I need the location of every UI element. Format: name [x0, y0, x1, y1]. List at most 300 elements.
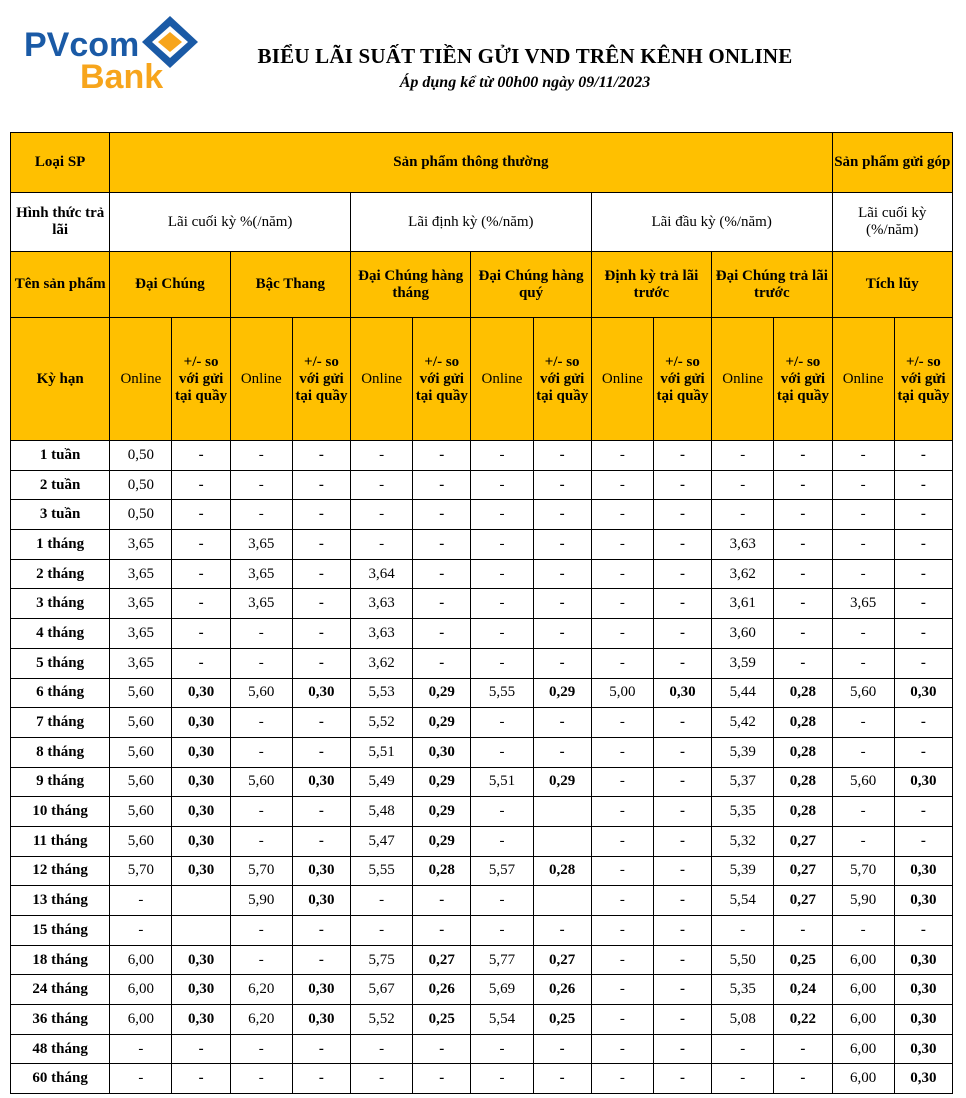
- page-title: BIỂU LÃI SUẤT TIỀN GỬI VND TRÊN KÊNH ONLINE: [257, 44, 793, 68]
- rate-diff-cell: 0,26: [533, 975, 591, 1005]
- rate-diff-cell: 0,27: [774, 826, 832, 856]
- term-cell: 2 tuần: [11, 470, 110, 500]
- rate-diff-cell: -: [653, 1005, 711, 1035]
- rate-diff-cell: -: [172, 589, 230, 619]
- rate-diff-cell: -: [292, 708, 350, 738]
- online-rate-cell: -: [591, 708, 653, 738]
- online-rate-cell: 6,00: [832, 945, 894, 975]
- rate-diff-cell: 0,30: [894, 975, 952, 1005]
- online-rate-cell: -: [591, 559, 653, 589]
- svg-text:PVcom: PVcom: [24, 26, 140, 64]
- rate-diff-cell: -: [774, 441, 832, 471]
- rate-diff-cell: 0,30: [292, 975, 350, 1005]
- column-diff-vs-counter: +/- so với gửi tại quầy: [653, 318, 711, 441]
- table-row: [11, 648, 953, 678]
- term-cell: 48 tháng: [11, 1034, 110, 1064]
- column-online: Online: [591, 318, 653, 441]
- online-rate-cell: 3,60: [712, 619, 774, 649]
- table-row: [11, 559, 953, 589]
- rate-diff-cell: 0,27: [533, 945, 591, 975]
- online-rate-cell: -: [832, 826, 894, 856]
- rate-diff-cell: -: [653, 589, 711, 619]
- online-rate-cell: -: [591, 826, 653, 856]
- rate-diff-cell: -: [172, 530, 230, 560]
- rate-diff-cell: -: [653, 470, 711, 500]
- rate-diff-cell: -: [533, 559, 591, 589]
- online-rate-cell: 5,90: [832, 886, 894, 916]
- rate-diff-cell: -: [533, 441, 591, 471]
- online-rate-cell: -: [230, 708, 292, 738]
- rate-diff-cell: 0,30: [894, 678, 952, 708]
- online-rate-cell: 5,53: [351, 678, 413, 708]
- rate-diff-cell: -: [533, 619, 591, 649]
- rate-diff-cell: 0,30: [172, 856, 230, 886]
- rate-diff-cell: 0,29: [413, 826, 471, 856]
- rate-diff-cell: -: [653, 619, 711, 649]
- online-rate-cell: -: [471, 797, 533, 827]
- rate-diff-cell: -: [292, 1064, 350, 1094]
- online-rate-cell: -: [712, 500, 774, 530]
- online-rate-cell: -: [832, 797, 894, 827]
- rate-diff-cell: -: [653, 559, 711, 589]
- rate-diff-cell: -: [413, 916, 471, 946]
- term-cell: 9 tháng: [11, 767, 110, 797]
- column-diff-vs-counter: +/- so với gửi tại quầy: [413, 318, 471, 441]
- online-rate-cell: 5,60: [832, 767, 894, 797]
- online-rate-cell: -: [110, 916, 172, 946]
- term-cell: 15 tháng: [11, 916, 110, 946]
- online-rate-cell: 5,08: [712, 1005, 774, 1035]
- rate-diff-cell: -: [894, 470, 952, 500]
- online-rate-cell: -: [591, 500, 653, 530]
- rate-diff-cell: -: [774, 470, 832, 500]
- online-rate-cell: -: [832, 500, 894, 530]
- table-row: [11, 767, 953, 797]
- term-cell: 6 tháng: [11, 678, 110, 708]
- column-online: Online: [230, 318, 292, 441]
- online-rate-cell: -: [591, 737, 653, 767]
- rate-diff-cell: 0,30: [894, 1034, 952, 1064]
- rate-diff-cell: 0,30: [894, 856, 952, 886]
- online-rate-cell: -: [351, 916, 413, 946]
- table-row: [11, 797, 953, 827]
- online-rate-cell: 5,44: [712, 678, 774, 708]
- rate-diff-cell: -: [533, 1064, 591, 1094]
- online-rate-cell: 5,37: [712, 767, 774, 797]
- rate-diff-cell: 0,27: [413, 945, 471, 975]
- online-rate-cell: -: [832, 648, 894, 678]
- rate-diff-cell: 0,29: [413, 767, 471, 797]
- table-row: [11, 530, 953, 560]
- online-rate-cell: -: [471, 500, 533, 530]
- online-rate-cell: -: [471, 886, 533, 916]
- rate-diff-cell: 0,30: [894, 767, 952, 797]
- column-online: Online: [832, 318, 894, 441]
- online-rate-cell: 5,70: [110, 856, 172, 886]
- table-row: [11, 470, 953, 500]
- interest-rate-table: [10, 132, 953, 1094]
- online-rate-cell: -: [832, 737, 894, 767]
- online-rate-cell: -: [832, 708, 894, 738]
- online-rate-cell: 3,64: [351, 559, 413, 589]
- online-rate-cell: 3,62: [351, 648, 413, 678]
- online-rate-cell: 5,39: [712, 737, 774, 767]
- rate-diff-cell: -: [413, 619, 471, 649]
- rate-diff-cell: 0,29: [413, 797, 471, 827]
- rate-diff-cell: 0,30: [172, 678, 230, 708]
- online-rate-cell: 5,60: [110, 767, 172, 797]
- online-rate-cell: 5,35: [712, 797, 774, 827]
- header-end-term-interest: Lãi cuối kỳ %(/năm): [110, 193, 351, 252]
- online-rate-cell: 5,60: [230, 678, 292, 708]
- online-rate-cell: 6,00: [110, 1005, 172, 1035]
- online-rate-cell: -: [471, 559, 533, 589]
- rate-diff-cell: -: [413, 530, 471, 560]
- online-rate-cell: -: [591, 1064, 653, 1094]
- online-rate-cell: -: [110, 1034, 172, 1064]
- online-rate-cell: 5,77: [471, 945, 533, 975]
- online-rate-cell: -: [591, 648, 653, 678]
- rate-diff-cell: -: [774, 1064, 832, 1094]
- online-rate-cell: 5,50: [712, 945, 774, 975]
- online-rate-cell: -: [471, 826, 533, 856]
- rate-diff-cell: -: [653, 500, 711, 530]
- online-rate-cell: -: [591, 1034, 653, 1064]
- table-row: [11, 916, 953, 946]
- rate-diff-cell: -: [894, 648, 952, 678]
- rate-diff-cell: 0,28: [774, 737, 832, 767]
- rate-diff-cell: -: [653, 441, 711, 471]
- product-dai-chung-prepaid: Đại Chúng trả lãi trước: [712, 252, 832, 318]
- rate-diff-cell: 0,30: [894, 945, 952, 975]
- term-cell: 10 tháng: [11, 797, 110, 827]
- rate-diff-cell: 0,29: [413, 678, 471, 708]
- column-diff-vs-counter: +/- so với gửi tại quầy: [774, 318, 832, 441]
- rate-diff-cell: -: [292, 797, 350, 827]
- rate-diff-cell: -: [894, 797, 952, 827]
- online-rate-cell: -: [110, 886, 172, 916]
- rate-diff-cell: -: [774, 559, 832, 589]
- online-rate-cell: -: [230, 1064, 292, 1094]
- header-installment-products: Sản phẩm gửi góp: [832, 133, 952, 193]
- rate-diff-cell: 0,30: [894, 886, 952, 916]
- header-product-type: Loại SP: [11, 133, 110, 193]
- rate-diff-cell: 0,28: [413, 856, 471, 886]
- rate-diff-cell: -: [774, 589, 832, 619]
- online-rate-cell: -: [471, 470, 533, 500]
- pvcombank-logo: [22, 12, 212, 92]
- rate-diff-cell: 0,30: [172, 708, 230, 738]
- page-subtitle: Áp dụng kể từ 00h00 ngày 09/11/2023: [399, 74, 651, 91]
- online-rate-cell: -: [591, 886, 653, 916]
- rate-diff-cell: 0,30: [172, 797, 230, 827]
- online-rate-cell: 6,20: [230, 975, 292, 1005]
- online-rate-cell: 3,63: [351, 619, 413, 649]
- rate-diff-cell: 0,30: [172, 826, 230, 856]
- online-rate-cell: 3,63: [712, 530, 774, 560]
- online-rate-cell: 3,65: [832, 589, 894, 619]
- rate-diff-cell: -: [172, 441, 230, 471]
- online-rate-cell: 5,60: [110, 737, 172, 767]
- rate-diff-cell: -: [653, 737, 711, 767]
- online-rate-cell: 3,65: [230, 530, 292, 560]
- rate-diff-cell: -: [653, 530, 711, 560]
- rate-diff-cell: 0,30: [292, 678, 350, 708]
- online-rate-cell: 5,51: [471, 767, 533, 797]
- online-rate-cell: -: [712, 1034, 774, 1064]
- online-rate-cell: -: [591, 975, 653, 1005]
- table-row: [11, 500, 953, 530]
- online-rate-cell: 5,55: [351, 856, 413, 886]
- online-rate-cell: -: [591, 530, 653, 560]
- online-rate-cell: 3,65: [110, 619, 172, 649]
- online-rate-cell: 3,65: [230, 589, 292, 619]
- online-rate-cell: 6,00: [832, 1034, 894, 1064]
- rate-diff-cell: 0,22: [774, 1005, 832, 1035]
- rate-diff-cell: -: [413, 1034, 471, 1064]
- product-dai-chung: Đại Chúng: [110, 252, 230, 318]
- online-rate-cell: 3,65: [230, 559, 292, 589]
- online-rate-cell: 6,00: [832, 1064, 894, 1094]
- online-rate-cell: -: [712, 441, 774, 471]
- rate-diff-cell: -: [413, 648, 471, 678]
- term-cell: 36 tháng: [11, 1005, 110, 1035]
- rate-diff-cell: 0,25: [413, 1005, 471, 1035]
- online-rate-cell: 6,20: [230, 1005, 292, 1035]
- online-rate-cell: 5,54: [471, 1005, 533, 1035]
- online-rate-cell: 5,70: [230, 856, 292, 886]
- online-rate-cell: -: [712, 470, 774, 500]
- term-cell: 2 tháng: [11, 559, 110, 589]
- column-diff-vs-counter: +/- so với gửi tại quầy: [533, 318, 591, 441]
- rate-diff-cell: -: [533, 470, 591, 500]
- online-rate-cell: -: [230, 945, 292, 975]
- rate-diff-cell: 0,25: [533, 1005, 591, 1035]
- term-cell: 60 tháng: [11, 1064, 110, 1094]
- rate-diff-cell: 0,28: [533, 856, 591, 886]
- rate-diff-cell: 0,28: [774, 678, 832, 708]
- online-rate-cell: 3,61: [712, 589, 774, 619]
- rate-diff-cell: 0,30: [172, 767, 230, 797]
- rate-diff-cell: -: [894, 916, 952, 946]
- rate-diff-cell: [533, 826, 591, 856]
- rate-diff-cell: -: [894, 530, 952, 560]
- rate-diff-cell: 0,30: [172, 1005, 230, 1035]
- rate-diff-cell: -: [653, 1034, 711, 1064]
- rate-diff-cell: 0,30: [172, 975, 230, 1005]
- rate-diff-cell: [533, 797, 591, 827]
- rate-diff-cell: -: [172, 500, 230, 530]
- rate-diff-cell: -: [653, 826, 711, 856]
- table-row: [11, 619, 953, 649]
- online-rate-cell: 5,60: [110, 797, 172, 827]
- rate-diff-cell: -: [292, 441, 350, 471]
- rate-diff-cell: -: [774, 916, 832, 946]
- online-rate-cell: 5,39: [712, 856, 774, 886]
- online-rate-cell: 3,63: [351, 589, 413, 619]
- rate-diff-cell: 0,28: [774, 708, 832, 738]
- header-product-name: Tên sản phẩm: [11, 252, 110, 318]
- rate-diff-cell: -: [533, 708, 591, 738]
- rate-diff-cell: -: [533, 1034, 591, 1064]
- rate-diff-cell: 0,29: [533, 767, 591, 797]
- table-row: [11, 945, 953, 975]
- rate-diff-cell: -: [653, 886, 711, 916]
- term-cell: 5 tháng: [11, 648, 110, 678]
- online-rate-cell: -: [832, 530, 894, 560]
- rate-diff-cell: -: [292, 530, 350, 560]
- column-online: Online: [351, 318, 413, 441]
- online-rate-cell: -: [351, 441, 413, 471]
- rate-diff-cell: -: [774, 619, 832, 649]
- column-diff-vs-counter: +/- so với gửi tại quầy: [172, 318, 230, 441]
- online-rate-cell: 3,65: [110, 559, 172, 589]
- term-cell: 18 tháng: [11, 945, 110, 975]
- online-rate-cell: 0,50: [110, 441, 172, 471]
- online-rate-cell: -: [471, 648, 533, 678]
- rate-diff-cell: -: [413, 559, 471, 589]
- online-rate-cell: 5,48: [351, 797, 413, 827]
- online-rate-cell: -: [230, 1034, 292, 1064]
- rate-diff-cell: -: [413, 500, 471, 530]
- column-diff-vs-counter: +/- so với gửi tại quầy: [292, 318, 350, 441]
- online-rate-cell: -: [591, 589, 653, 619]
- online-rate-cell: 3,59: [712, 648, 774, 678]
- rate-diff-cell: -: [894, 619, 952, 649]
- online-rate-cell: 5,69: [471, 975, 533, 1005]
- rate-diff-cell: -: [894, 737, 952, 767]
- online-rate-cell: -: [712, 1064, 774, 1094]
- rate-diff-cell: 0,30: [172, 737, 230, 767]
- online-rate-cell: 6,00: [832, 975, 894, 1005]
- term-cell: 7 tháng: [11, 708, 110, 738]
- rate-diff-cell: -: [292, 589, 350, 619]
- table-row: [11, 441, 953, 471]
- rate-diff-cell: -: [894, 500, 952, 530]
- rate-diff-cell: 0,24: [774, 975, 832, 1005]
- rate-diff-cell: 0,29: [533, 678, 591, 708]
- product-bac-thang: Bậc Thang: [230, 252, 350, 318]
- rate-diff-cell: -: [653, 975, 711, 1005]
- online-rate-cell: -: [591, 797, 653, 827]
- rate-diff-cell: 0,27: [774, 856, 832, 886]
- rate-diff-cell: 0,25: [774, 945, 832, 975]
- online-rate-cell: -: [230, 648, 292, 678]
- term-cell: 4 tháng: [11, 619, 110, 649]
- header-periodic-interest: Lãi định kỳ (%/năm): [351, 193, 592, 252]
- rate-diff-cell: -: [653, 767, 711, 797]
- rate-diff-cell: -: [774, 1034, 832, 1064]
- rate-diff-cell: 0,27: [774, 886, 832, 916]
- online-rate-cell: -: [230, 826, 292, 856]
- rate-diff-cell: -: [413, 1064, 471, 1094]
- rate-diff-cell: 0,28: [774, 767, 832, 797]
- term-cell: 13 tháng: [11, 886, 110, 916]
- rate-diff-cell: -: [894, 441, 952, 471]
- rate-diff-cell: -: [292, 470, 350, 500]
- online-rate-cell: -: [591, 441, 653, 471]
- online-rate-cell: 5,47: [351, 826, 413, 856]
- table-row: [11, 678, 953, 708]
- online-rate-cell: 0,50: [110, 470, 172, 500]
- online-rate-cell: -: [471, 530, 533, 560]
- online-rate-cell: -: [351, 1064, 413, 1094]
- online-rate-cell: -: [591, 856, 653, 886]
- table-row: [11, 708, 953, 738]
- term-cell: 12 tháng: [11, 856, 110, 886]
- online-rate-cell: -: [110, 1064, 172, 1094]
- table-row: [11, 856, 953, 886]
- online-rate-cell: -: [591, 1005, 653, 1035]
- rate-diff-cell: -: [533, 500, 591, 530]
- online-rate-cell: -: [832, 916, 894, 946]
- online-rate-cell: 6,00: [110, 975, 172, 1005]
- rate-diff-cell: 0,26: [413, 975, 471, 1005]
- online-rate-cell: 5,90: [230, 886, 292, 916]
- online-rate-cell: 6,00: [832, 1005, 894, 1035]
- online-rate-cell: 5,35: [712, 975, 774, 1005]
- rate-diff-cell: -: [292, 619, 350, 649]
- online-rate-cell: -: [591, 916, 653, 946]
- rate-diff-cell: -: [292, 648, 350, 678]
- rate-diff-cell: -: [292, 1034, 350, 1064]
- rate-diff-cell: -: [172, 1064, 230, 1094]
- online-rate-cell: 5,32: [712, 826, 774, 856]
- online-rate-cell: 3,62: [712, 559, 774, 589]
- rate-diff-cell: 0,30: [292, 1005, 350, 1035]
- online-rate-cell: 5,70: [832, 856, 894, 886]
- column-online: Online: [712, 318, 774, 441]
- term-cell: 3 tháng: [11, 589, 110, 619]
- rate-diff-cell: -: [533, 589, 591, 619]
- online-rate-cell: 5,60: [230, 767, 292, 797]
- rate-diff-cell: -: [653, 856, 711, 886]
- rate-diff-cell: 0,30: [292, 886, 350, 916]
- rate-diff-cell: -: [774, 648, 832, 678]
- online-rate-cell: -: [471, 619, 533, 649]
- term-cell: 3 tuần: [11, 500, 110, 530]
- online-rate-cell: -: [471, 708, 533, 738]
- online-rate-cell: 5,52: [351, 708, 413, 738]
- rate-diff-cell: 0,30: [653, 678, 711, 708]
- rate-diff-cell: -: [292, 559, 350, 589]
- online-rate-cell: -: [591, 767, 653, 797]
- online-rate-cell: 3,65: [110, 530, 172, 560]
- rate-diff-cell: [172, 886, 230, 916]
- rate-diff-cell: -: [894, 708, 952, 738]
- rate-diff-cell: 0,28: [774, 797, 832, 827]
- term-cell: 1 tháng: [11, 530, 110, 560]
- rate-diff-cell: -: [894, 559, 952, 589]
- online-rate-cell: -: [832, 619, 894, 649]
- rate-diff-cell: -: [413, 589, 471, 619]
- term-cell: 24 tháng: [11, 975, 110, 1005]
- online-rate-cell: -: [832, 559, 894, 589]
- online-rate-cell: 5,75: [351, 945, 413, 975]
- rate-diff-cell: -: [172, 648, 230, 678]
- rate-diff-cell: -: [292, 916, 350, 946]
- online-rate-cell: -: [832, 441, 894, 471]
- rate-diff-cell: -: [413, 886, 471, 916]
- online-rate-cell: -: [230, 916, 292, 946]
- online-rate-cell: 5,52: [351, 1005, 413, 1035]
- online-rate-cell: -: [230, 500, 292, 530]
- online-rate-cell: -: [230, 441, 292, 471]
- online-rate-cell: -: [471, 916, 533, 946]
- online-rate-cell: 0,50: [110, 500, 172, 530]
- rate-diff-cell: -: [653, 916, 711, 946]
- rate-diff-cell: [533, 886, 591, 916]
